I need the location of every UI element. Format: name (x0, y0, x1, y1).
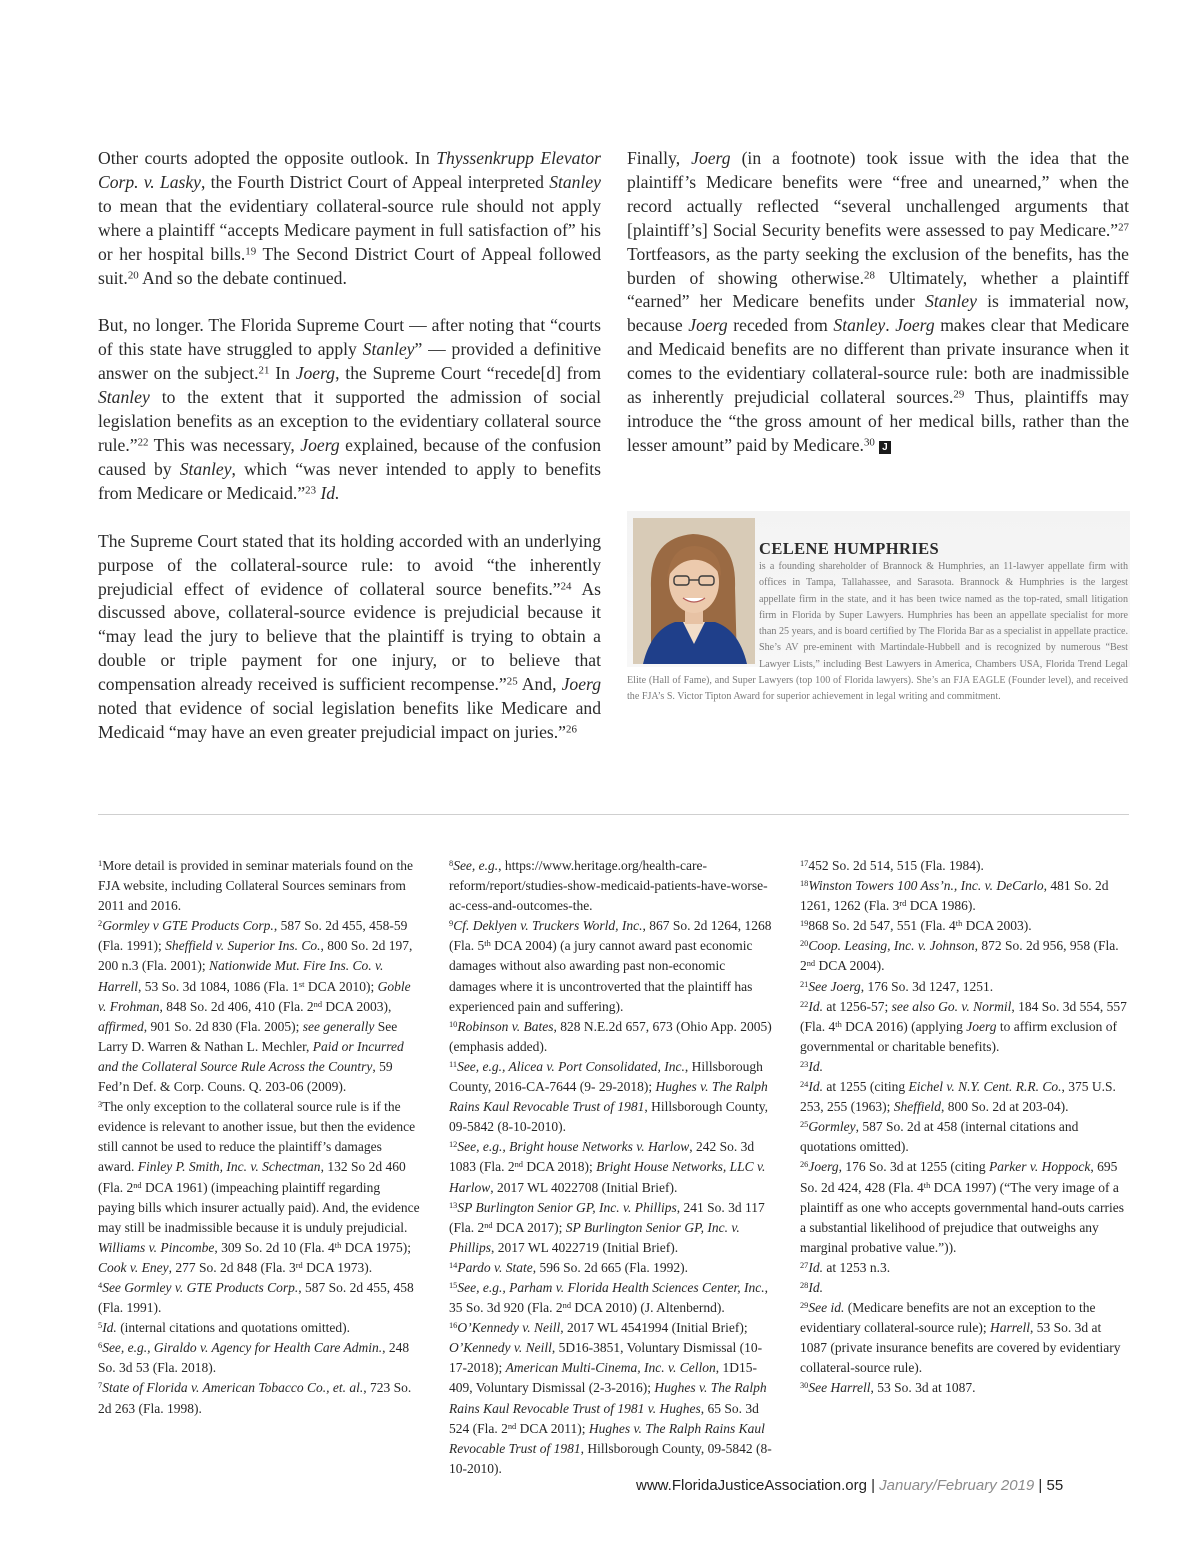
footnote-ref: 25 (506, 675, 518, 688)
footnote-number: 6 (98, 1341, 103, 1351)
author-bio-box (627, 511, 1130, 717)
footer-website-link[interactable]: www.FloridaJusticeAssociation.org (636, 1477, 867, 1494)
footnote-number: 7 (98, 1381, 103, 1391)
footnote-3: $^3$The only exception to the collateral source rule is if the evidence is relevant to another issue, but then the evidence still cannot be used to reduce the plaintiff’s damages award. Finley P. Smith, Inc. v. Schectman, 132 So 2d 460 (Fla. 2nd DCA 1961) (impeaching plaintiff regarding paying bills which insurer actually paid). And, the evidence may still be inadmissible because it is unduly prejudicial. Williams v. Pincombe, 309 So. 2d 10 (Fla. 4th DCA 1975); Cook v. Eney, 277 So. 2d 848 (Fla. 3rd DCA 1973). (98, 1099, 420, 1275)
footnote-number: 5 (98, 1320, 103, 1330)
footnote-4: $^4$See Gormley v. GTE Products Corp., 587 So. 2d 455, 458 (Fla. 1991). (98, 1279, 414, 1316)
footnote-9: $^9$Cf. Deklyen v. Truckers World, Inc., 867 So. 2d 1264, 1268 (Fla. 5th DCA 2004) (a jury cannot award past economic damages without also awarding past non-economic damages where it is uncontroverted that the plaintiff has experienced pain and suffering). (449, 918, 772, 1014)
footnote-29: $^{29}$See id. (Medicare benefits are not an exception to the evidentiary collateral-source rule); Harrell, 53 So. 3d at 1087 (private insurance benefits are covered by evidentiary collateral-source rule). (800, 1300, 1121, 1376)
footnote-ref: 30 (863, 436, 875, 449)
footnote-number: 21 (800, 979, 809, 989)
footnote-21: $^{21}$See Joerg, 176 So. 3d 1247, 1251. (800, 978, 994, 994)
footnote-16: $^{16}$O’Kennedy v. Neill, 2017 WL 4541994 (Initial Brief); O’Kennedy v. Neill, 5D16-3851, Voluntary Dismissal (10-17-2018); American Multi-Cinema, Inc. v. Cellon, 1D15-409, Voluntary Dismissal (2-3-2016); Hughes v. The Ralph Rains Kaul Revocable Trust of 1981 v. Hughes, 65 So. 3d 524 (Fla. 2nd DCA 2011); Hughes v. The Ralph Rains Kaul Revocable Trust of 1981, Hillsborough County, 09-5842 (8-10-2010). (449, 1320, 772, 1476)
footnote-30: $^{30}$See Harrell, 53 So. 3d at 1087. (800, 1380, 976, 1396)
footnote-ref: 22 (137, 436, 149, 449)
footnote-17: $^{17}$452 So. 2d 514, 515 (Fla. 1984). (800, 858, 984, 873)
body-column-right (627, 147, 1129, 458)
footnote-ref: 29 (953, 388, 965, 401)
footnote-number: 1 (98, 858, 103, 868)
footnote-number: 25 (800, 1120, 809, 1130)
footnote-number: 16 (449, 1320, 458, 1330)
page-number: 55 (1046, 1477, 1064, 1494)
bio-photo-spacer (627, 559, 759, 661)
footnote-number: 10 (449, 1019, 458, 1029)
footnote-ref: 24 (560, 580, 572, 593)
footnote-divider (98, 814, 1129, 815)
footnote-ref: 26 (565, 723, 577, 736)
footnote-24: $^{24}$Id. at 1255 (citing Eichel v. N.Y. Cent. R.R. Co., 375 U.S. 253, 255 (1963); Sheffield, 800 So. 2d at 203-04). (800, 1079, 1116, 1115)
footnote-12: $^{12}$See, e.g., Bright house Networks v. Harlow, 242 So. 3d 1083 (Fla. 2nd DCA 2018); Bright House Networks, LLC v. Harlow, 2017 WL 4022708 (Initial Brief). (449, 1139, 766, 1195)
footnote-15: $^{15}$See, e.g., Parham v. Florida Health Sciences Center, Inc., 35 So. 3d 920 (Fla. 2nd DCA 2010) (J. Altenbernd). (449, 1279, 769, 1316)
footnote-23: $^{23}$Id. (800, 1058, 823, 1074)
footnote-27: $^{27}$Id. at 1253 n.3. (800, 1259, 891, 1275)
footnote-ref: 21 (258, 364, 270, 377)
footnote-28: $^{28}$Id. (800, 1279, 823, 1295)
footnotes-column-1 (98, 856, 420, 1419)
footnote-number: 2 (98, 919, 103, 929)
footnote-number: 26 (800, 1160, 809, 1170)
footnote-1: $^1$More detail is provided in seminar materials found on the FJA website, including Collateral Sources seminars from 2011 and 2016. (98, 858, 413, 914)
footnote-number: 18 (800, 878, 809, 888)
paragraph-no-longer: But, no longer. The Florida Supreme Court — after noting that “courts of this state have struggled to apply Stanley” — provided a definitive answer on the subject.$^{21}$ In Joerg, the Supreme Court “recede[d] from Stanley to the extent that it supported the admission of social legislation benefits as an exception to the evidentiary collateral source rule.”$^{22}$ This was necessary, Joerg explained, because of the confusion caused by Stanley, which “was never intended to apply to benefits from Medicare or Medicaid.”$^{23}$ Id. (98, 315, 602, 503)
footnote-ref: 23 (305, 484, 317, 497)
footnote-number: 3 (98, 1099, 103, 1109)
footnote-number: 11 (449, 1059, 458, 1069)
footnote-11: $^{11}$See, e.g., Alicea v. Port Consolidated, Inc., Hillsborough County, 2016-CA-7644 (9- 29-2018); Hughes v. The Ralph Rains Kaul Revocable Trust of 1981, Hillsborough County, 09-5842 (8-10-2010). (449, 1058, 769, 1135)
footnote-8: $^8$See, e.g., https://www.heritage.org/health-care-reform/report/studies-show-medicaid-patients-have-worse-ac-cess-and-outcomes-the. (449, 858, 768, 914)
footnote-22: $^{22}$Id. at 1256-57; see also Go. v. Normil, 184 So. 3d 554, 557 (Fla. 4th DCA 2016) (applying Joerg to affirm exclusion of governmental or charitable benefits). (800, 998, 1127, 1054)
footnotes-column-3 (800, 856, 1130, 1399)
paragraph-finally: Finally, Joerg (in a footnote) took issue with the idea that the plaintiff’s Medicare benefits were “free and unearned,” when the record actually reflected “several unchallenged arguments that [plaintiff’s] Social Security benefits were assessed to pay Medicare.”$^{27}$ Tortfeasors, as the party seeking the exclusion of the benefits, has the burden of showing otherwise.$^{28}$ Ultimately, whether a plaintiff “earned” her Medicare benefits under Stanley is immaterial now, because Joerg receded from Stanley. Joerg makes clear that Medicare and Medicaid benefits are no different than private insurance when it comes to the evidentiary collateral-source rule: both are inadmissible as inherently prejudicial collateral sources.$^{29}$ Thus, plaintiffs may introduce the “the gross amount of her medical bills, rather than the lesser amount” paid by Medicare.$^{30}$ J (627, 148, 1130, 455)
author-name: CELENE HUMPHRIES (759, 539, 940, 558)
footnote-ref: 19 (245, 245, 257, 258)
author-bio-text: is a founding shareholder of Brannock & Humphries, an 11-lawyer appellate firm with offices in Tampa, Tallahassee, and Sarasota. Brannock & Humphries is the largest appellate firm in the state, and it has been twice named as the top-rated, small litigation firm in Florida by Super Lawyers. Humphries has been an appellate specialist for more than 25 years, and is board certified by The Florida Bar as a specialist in appellate practice. She’s AV pre-eminent with Martindale-Hubbell and is recognized by numerous “Best Lawyer Lists,” including Best Lawyers in America, Chambers USA, Florida Trend Legal Elite (Hall of Fame), and Super Lawyers (top 100 of Florida lawyers). She’s an FJA EAGLE (Founder level), and received the FJA’s S. Victor Tipton Award for superior achievement in legal writing and commitment. (627, 561, 1128, 703)
footnote-number: 23 (800, 1059, 809, 1069)
footnote-26: $^{26}$Joerg, 176 So. 3d at 1255 (citing Parker v. Hoppock, 695 So. 2d 424, 428 (Fla. 4th DCA 1997) (“The very image of a plaintiff as one who accepts governmental hand-outs carries a substantial likelihood of prejudice that outweighs any marginal probative value.”)). (800, 1159, 1125, 1255)
footnote-19: $^{19}$868 So. 2d 547, 551 (Fla. 4th DCA 2003). (800, 918, 1032, 934)
footnote-number: 17 (800, 858, 809, 868)
footnote-number: 27 (800, 1260, 809, 1270)
footnote-13: $^{13}$SP Burlington Senior GP, Inc. v. Phillips, 241 So. 3d 117 (Fla. 2nd DCA 2017); SP Burlington Senior GP, Inc. v. Phillips, 2017 WL 4022719 (Initial Brief). (449, 1199, 765, 1255)
paragraph-supreme-court-holding: The Supreme Court stated that its holding accorded with an underlying purpose of the collateral-source rule: to avoid “the inherently prejudicial effect of evidence of collateral source benefits.”$^{24}$ As discussed above, collateral-source evidence is prejudicial because it “may lead the jury to believe that the plaintiff is trying to obtain a double or triple payment for one injury, or to believe that compensation already received is sufficient recompense.”$^{25}$ And, Joerg noted that evidence of social legislation benefits like Medicare and Medicaid “may have an even greater prejudicial impact on juries.”$^{26}$ (98, 530, 602, 742)
footnotes-column-2 (449, 856, 774, 1479)
footnote-2: $^2$Gormley v GTE Products Corp., 587 So. 2d 455, 458-59 (Fla. 1991); Sheffield v. Superior Ins. Co., 800 So. 2d 197, 200 n.3 (Fla. 2001); Nationwide Mut. Fire Ins. Co. v. Harrell, 53 So. 3d 1084, 1086 (Fla. 1st DCA 2010); Goble v. Frohman, 848 So. 2d 406, 410 (Fla. 2nd DCA 2003), affirmed, 901 So. 2d 830 (Fla. 2005); see generally See Larry D. Warren & Nathan L. Mechler, Paid or Incurred and the Collateral Source Rule Across the Country, 59 Fed’n Def. & Corp. Couns. Q. 203-06 (2009). (98, 918, 413, 1095)
page-footer: www.FloridaJusticeAssociation.org | January/February 2019 | 55 (636, 1477, 1064, 1494)
body-column-left (98, 147, 601, 745)
footnote-number: 8 (449, 858, 454, 868)
footnote-25: $^{25}$Gormley, 587 So. 2d at 458 (internal citations and quotations omitted). (800, 1119, 1079, 1155)
footnote-number: 29 (800, 1300, 809, 1310)
footnote-ref: 27 (1118, 221, 1129, 234)
footnote-number: 4 (98, 1280, 103, 1290)
footnote-number: 30 (800, 1381, 809, 1391)
footnote-number: 15 (449, 1280, 458, 1290)
footnote-number: 9 (449, 919, 454, 929)
footnote-number: 14 (449, 1260, 458, 1270)
footnote-number: 28 (800, 1280, 809, 1290)
footnote-5: $^5$Id. (internal citations and quotations omitted). (98, 1320, 351, 1336)
footnote-number: 12 (449, 1140, 458, 1150)
footer-issue-date: January/February 2019 (879, 1477, 1035, 1494)
footnote-number: 19 (800, 919, 809, 929)
footnote-number: 24 (800, 1079, 809, 1089)
paragraph-thyssenkrupp: Other courts adopted the opposite outlook. In Thyssenkrupp Elevator Corp. v. Lasky, the Fourth District Court of Appeal interpreted Stanley to mean that the evidentiary collateral-source rule should not apply where a plaintiff “accepts Medicare payment in full satisfaction of” his or her hospital bills.$^{19}$ The Second District Court of Appeal followed suit.$^{20}$ And so the debate continued. (98, 148, 602, 288)
footnote-number: 22 (800, 999, 809, 1009)
footnote-number: 13 (449, 1200, 458, 1210)
footnote-number: 20 (800, 939, 809, 949)
footnote-7: $^7$State of Florida v. American Tobacco Co., et. al., 723 So. 2d 263 (Fla. 1998). (98, 1380, 412, 1416)
footnote-ref: 28 (864, 269, 875, 282)
footnote-ref: 20 (127, 269, 139, 282)
footnote-6: $^6$See, e.g., Giraldo v. Agency for Health Care Admin., 248 So. 3d 53 (Fla. 2018). (98, 1340, 410, 1376)
footnote-10: $^{10}$Robinson v. Bates, 828 N.E.2d 657, 673 (Ohio App. 2005) (emphasis added). (449, 1018, 772, 1054)
footnote-18: $^{18}$Winston Towers 100 Ass’n., Inc. v. DeCarlo, 481 So. 2d 1261, 1262 (Fla. 3rd DCA 1986). (800, 878, 1109, 914)
article-end-icon: J (879, 441, 891, 454)
footnote-14: $^{14}$Pardo v. State, 596 So. 2d 665 (Fla. 1992). (449, 1259, 688, 1275)
footnote-20: $^{20}$Coop. Leasing, Inc. v. Johnson, 872 So. 2d 956, 958 (Fla. 2nd DCA 2004). (800, 938, 1119, 974)
